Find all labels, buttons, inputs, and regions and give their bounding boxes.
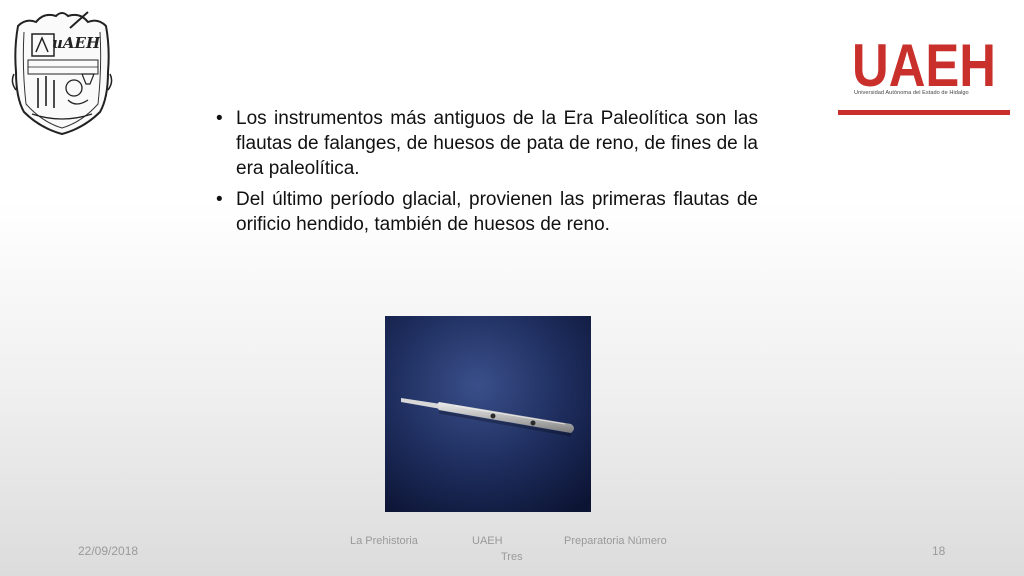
crest-logo	[10, 8, 114, 136]
page-number: 18	[932, 544, 946, 558]
footer-title	[348, 535, 688, 563]
bullet-list	[214, 106, 758, 243]
footer-institution: UAEH	[472, 535, 503, 547]
crest-icon	[10, 8, 114, 136]
bullet-text: Del último período glacial, provienen las primeras flautas de orificio hendido, también de huesos de reno.	[236, 189, 758, 235]
uaeh-wordmark	[852, 32, 998, 90]
footer-school: Preparatoria Número	[564, 535, 667, 547]
crest-text: uAEH	[52, 34, 101, 52]
bullet-item	[214, 106, 758, 181]
uaeh-logo	[838, 10, 1010, 118]
footer-school-number: Tres	[501, 551, 523, 563]
bullet-text: Los instrumentos más antiguos de la Era Paleolítica son las flautas de falanges, de huesos de pata de reno, de fines de la era paleolítica.	[236, 108, 758, 179]
uaeh-wordmark-text: UAEH	[852, 32, 996, 90]
bone-flute-photo	[385, 316, 591, 512]
bullet-item	[214, 187, 758, 237]
footer-date: 22/09/2018	[78, 544, 139, 558]
uaeh-subtitle: Universidad Autónoma del Estado de Hidalgo	[854, 90, 969, 96]
bullet-icon: •	[216, 189, 223, 210]
uaeh-red-bar	[838, 110, 1010, 115]
bullet-icon: •	[216, 108, 223, 129]
footer-topic: La Prehistoria	[350, 535, 418, 547]
